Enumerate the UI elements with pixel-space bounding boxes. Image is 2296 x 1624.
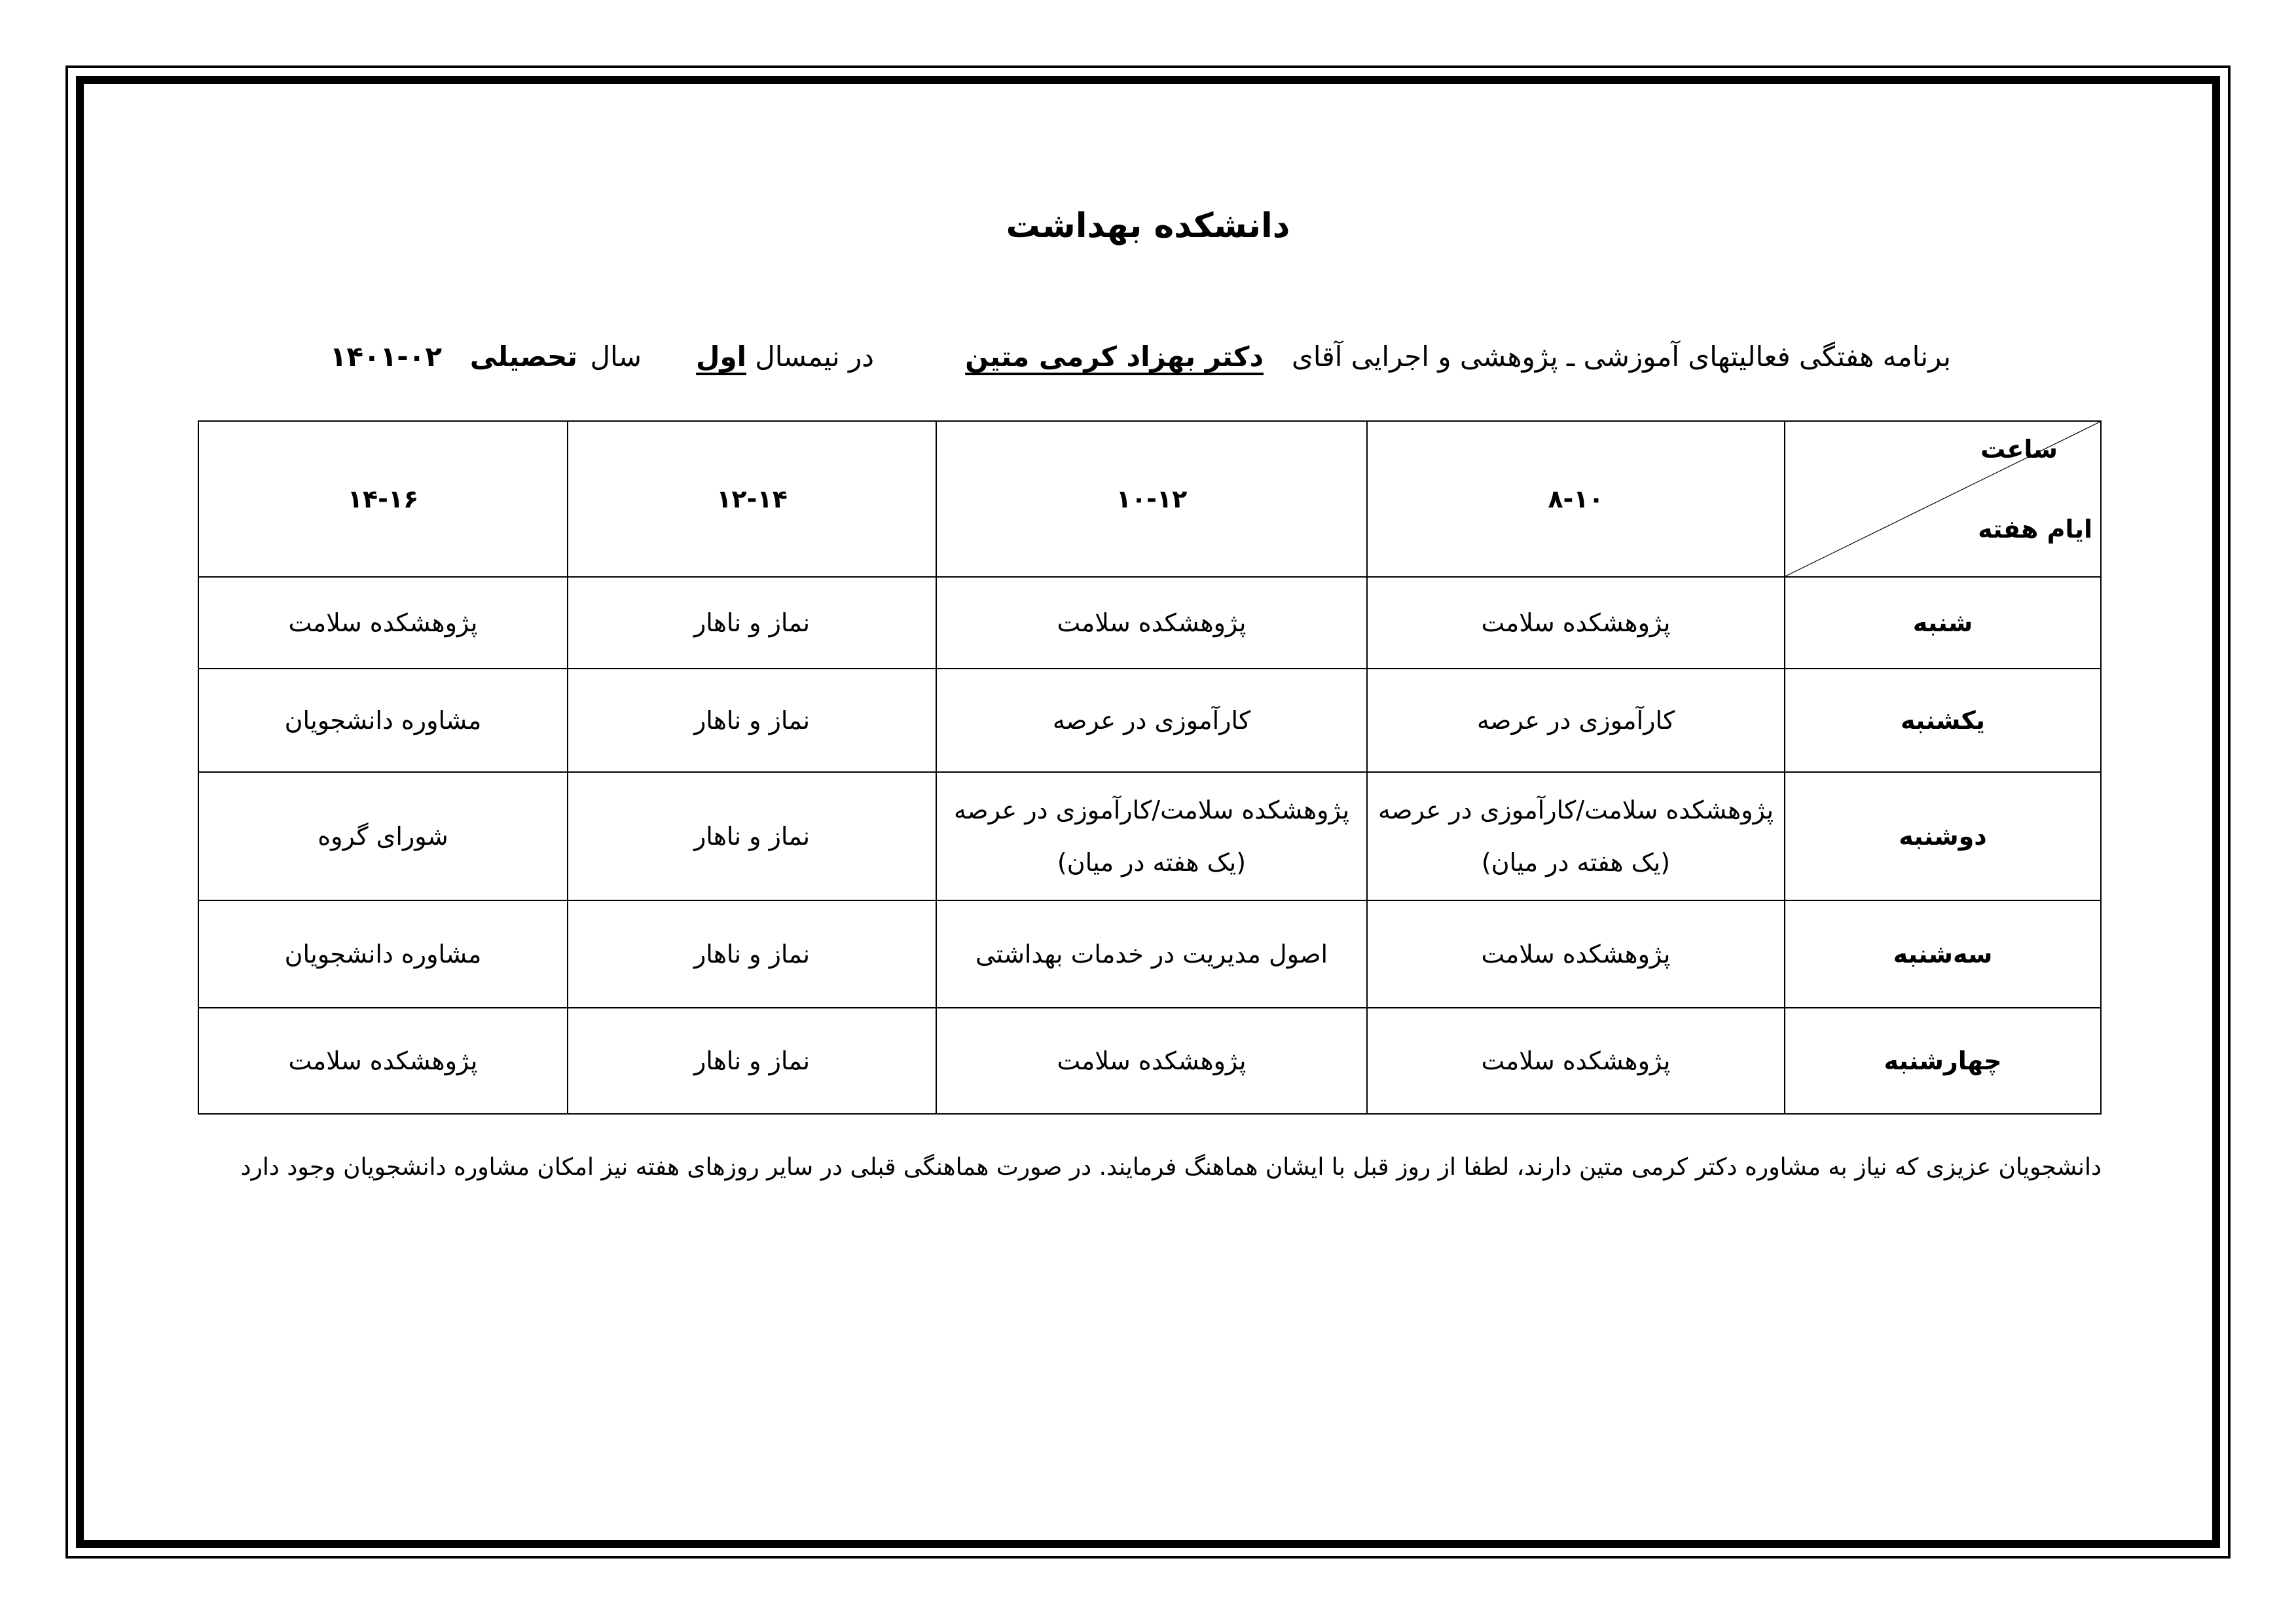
schedule-cell — [936, 1008, 1367, 1114]
academic-year-value: ۱۴۰۱-۰۲ — [329, 341, 442, 373]
cell-text: پژوهشکده سلامت — [1481, 608, 1671, 637]
cell-text: مشاوره دانشجویان — [284, 706, 482, 735]
cell-text: نماز و ناهار — [693, 706, 811, 735]
weekly-schedule-table — [198, 420, 2102, 1115]
schedule-cell — [198, 772, 568, 900]
professor-name: دکتر بهزاد کرمی متین — [965, 341, 1264, 373]
day-cell: یکشنبه — [1785, 669, 2101, 772]
corner-days-label: ایام هفته — [1978, 515, 2092, 544]
schedule-cell — [936, 900, 1367, 1008]
time-slot-header: ۸-۱۰ — [1367, 421, 1785, 577]
year-label: سال — [590, 341, 642, 373]
cell-text: پژوهشکده سلامت/کارآموزی در عرصه — [1377, 796, 1774, 824]
schedule-cell — [568, 577, 936, 669]
cell-text-note: (یک هفته در میان) — [1057, 848, 1247, 877]
cell-text: شورای گروه — [318, 822, 448, 851]
cell-text: نماز و ناهار — [693, 1046, 811, 1075]
schedule-cell — [198, 900, 568, 1008]
schedule-cell — [1367, 900, 1785, 1008]
schedule-cell — [1367, 577, 1785, 669]
cell-text: پژوهشکده سلامت — [1057, 1046, 1247, 1075]
schedule-cell — [936, 772, 1367, 900]
cell-text: اصول مدیریت در خدمات بهداشتی — [975, 940, 1328, 969]
table-row — [198, 1008, 2101, 1114]
table-row — [198, 772, 2101, 900]
cell-text: پژوهشکده سلامت — [1481, 940, 1671, 969]
student-consultation-note: دانشجویان عزیزی که نیاز به مشاوره دکتر کرمی متین دارند، لطفا از روز قبل با ایشان هماهنگ فرمایند. در صورت هماهنگی قبلی در سایر روزهای هفته نیز امکان مشاوره دانشجویان وجود دارد — [240, 1154, 2102, 1181]
semester-label: در نیمسال — [755, 341, 874, 373]
schedule-cell — [568, 900, 936, 1008]
cell-text: مشاوره دانشجویان — [284, 940, 482, 969]
schedule-cell — [1367, 1008, 1785, 1114]
cell-text: کارآموزی در عرصه — [1476, 706, 1675, 735]
faculty-title: دانشکده بهداشت — [1006, 206, 1290, 246]
schedule-cell — [198, 669, 568, 772]
cell-text: نماز و ناهار — [693, 822, 811, 851]
day-cell: شنبه — [1785, 577, 2101, 669]
schedule-cell — [568, 772, 936, 900]
cell-text: کارآموزی در عرصه — [1052, 706, 1251, 735]
time-slot-header: ۱۲-۱۴ — [568, 421, 936, 577]
time-slot-header: ۱۰-۱۲ — [936, 421, 1367, 577]
cell-text: پژوهشکده سلامت — [288, 1046, 478, 1075]
schedule-cell — [198, 1008, 568, 1114]
semester-value: اول — [696, 341, 746, 373]
schedule-cell — [1367, 772, 1785, 900]
day-cell: دوشنبه — [1785, 772, 2101, 900]
subtitle-prefix: برنامه هفتگی فعالیتهای آموزشی ـ پژوهشی و اجرایی آقای — [1291, 341, 1951, 373]
schedule-cell — [1367, 669, 1785, 772]
schedule-cell — [936, 577, 1367, 669]
schedule-cell — [568, 1008, 936, 1114]
header-row — [198, 421, 2101, 577]
schedule-subtitle — [329, 341, 1951, 393]
cell-text: پژوهشکده سلامت — [1057, 608, 1247, 637]
cell-text: پژوهشکده سلامت/کارآموزی در عرصه — [953, 796, 1350, 824]
cell-text: نماز و ناهار — [693, 940, 811, 969]
table-row — [198, 669, 2101, 772]
corner-hour-label: ساعت — [1980, 435, 2058, 464]
cell-text: نماز و ناهار — [693, 608, 811, 637]
table-row — [198, 900, 2101, 1008]
corner-header-cell — [1785, 421, 2101, 577]
time-slot-header: ۱۴-۱۶ — [198, 421, 568, 577]
cell-text: پژوهشکده سلامت — [288, 608, 478, 637]
schedule-cell — [936, 669, 1367, 772]
day-cell: سه‌شنبه — [1785, 900, 2101, 1008]
year-academic-label: تحصیلی — [469, 341, 577, 373]
schedule-cell — [568, 669, 936, 772]
cell-text-note: (یک هفته در میان) — [1481, 848, 1671, 877]
day-cell: چهارشنبه — [1785, 1008, 2101, 1114]
cell-text: پژوهشکده سلامت — [1481, 1046, 1671, 1075]
table-row — [198, 577, 2101, 669]
schedule-cell — [198, 577, 568, 669]
